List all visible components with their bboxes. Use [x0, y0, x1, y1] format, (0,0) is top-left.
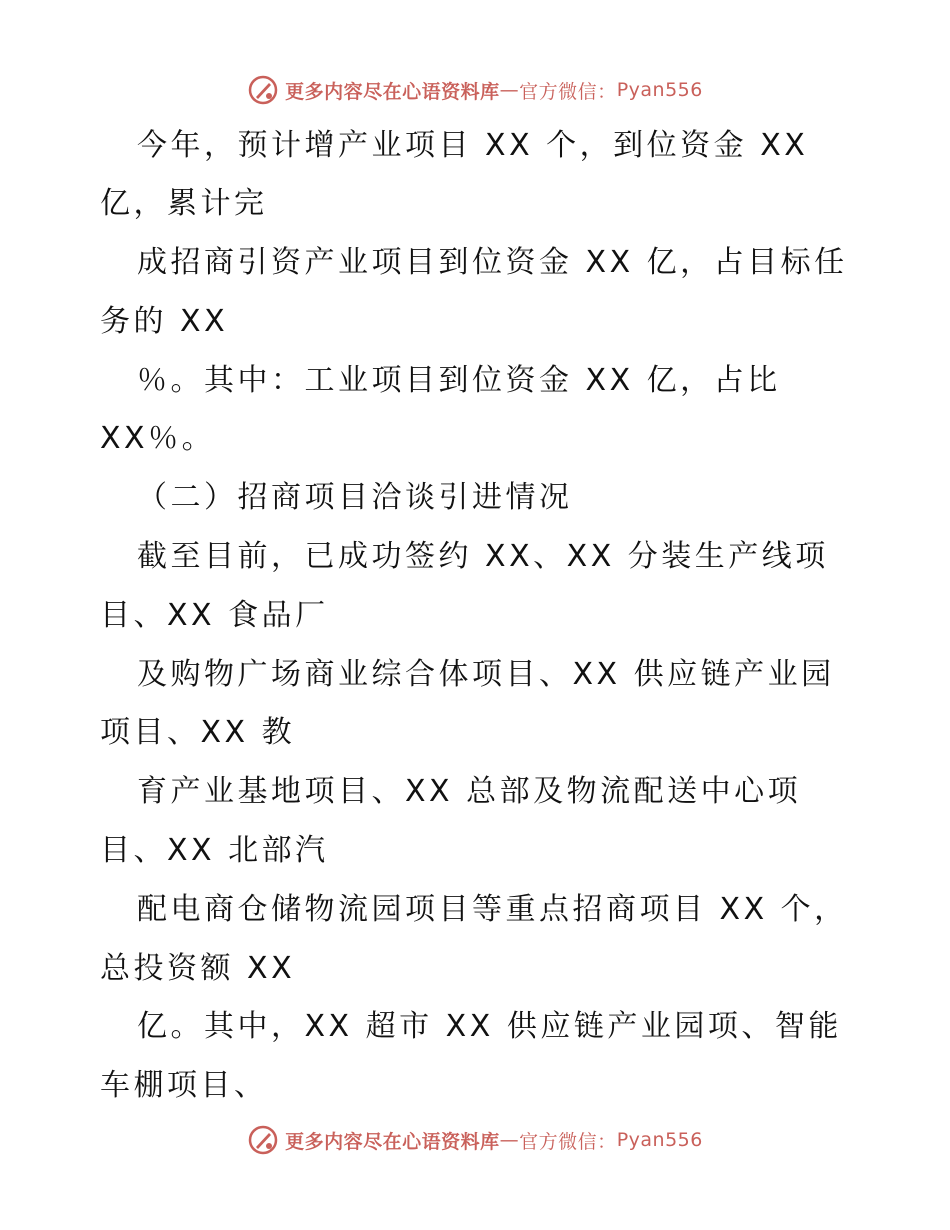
body-line: 今年，预计增产业项目 XX 个，到位资金 XX [137, 128, 809, 163]
body-line: XX％。 [100, 421, 216, 456]
body-line: 及购物广场商业综合体项目、XX 供应链产业园 [137, 657, 835, 692]
body-line: 成招商引资产业项目到位资金 XX 亿，占目标任 [137, 245, 848, 280]
body-line: 亿，累计完 [100, 186, 268, 221]
watermark-separator: — [499, 1129, 520, 1151]
body-line: 车棚项目、 [100, 1068, 268, 1103]
body-line: 总投资额 XX [100, 951, 296, 986]
body-line: 配电商仓储物流园项目等重点招商项目 XX 个， [137, 892, 848, 927]
watermark-separator: — [499, 79, 520, 101]
quill-logo-icon [247, 74, 279, 106]
watermark-channel: 官方微信： [519, 1130, 617, 1153]
watermark-brand: 更多内容尽在心语资料库 [285, 80, 500, 103]
body-line: 目、XX 食品厂 [100, 598, 329, 633]
watermark-channel: 官方微信： [519, 80, 617, 103]
section-heading: （二）招商项目洽谈引进情况 [137, 480, 573, 515]
body-line: 目、XX 北部汽 [100, 833, 329, 868]
body-line: 项目、XX 教 [100, 715, 296, 750]
body-line: ％。其中：工业项目到位资金 XX 亿，占比 [137, 363, 781, 398]
watermark-wechat-id: Pyan556 [616, 79, 703, 101]
watermark-wechat-id: Pyan556 [616, 1129, 703, 1151]
quill-logo-icon [247, 1124, 279, 1156]
watermark-banner-bottom [0, 1120, 950, 1160]
body-line: 亿。其中，XX 超市 XX 供应链产业园项、智能 [137, 1009, 842, 1044]
watermark-banner-top [0, 70, 950, 110]
body-line: 务的 XX [100, 304, 229, 339]
body-line: 截至目前，已成功签约 XX、XX 分装生产线项 [137, 539, 829, 574]
watermark-brand: 更多内容尽在心语资料库 [285, 1130, 500, 1153]
body-line: 育产业基地项目、XX 总部及物流配送中心项 [137, 774, 802, 809]
